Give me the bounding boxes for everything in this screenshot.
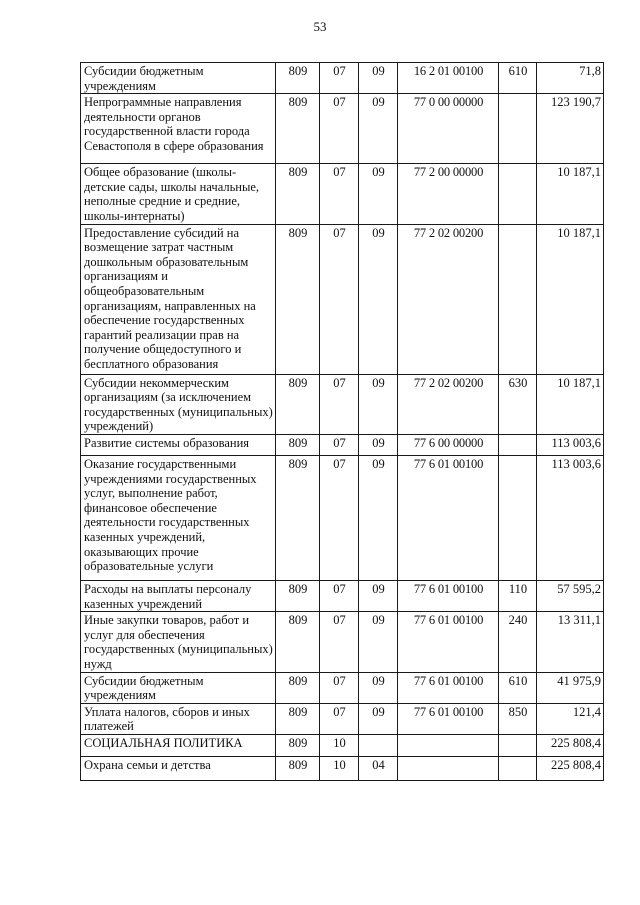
subsection-code-cell: 09 [359, 612, 398, 672]
target-article-cell [398, 756, 499, 780]
ministry-code-cell: 809 [276, 756, 320, 780]
subsection-code-cell: 09 [359, 580, 398, 611]
expense-type-cell: 850 [499, 703, 537, 734]
amount-cell: 71,8 [537, 63, 604, 94]
subsection-code-cell: 09 [359, 672, 398, 703]
subsection-code-cell: 09 [359, 94, 398, 164]
subsection-code-cell: 09 [359, 703, 398, 734]
row-name-cell: Общее образование (школы-детские сады, школы начальные, неполные средние и средние, школы-интернаты) [81, 164, 276, 224]
amount-cell: 10 187,1 [537, 164, 604, 224]
ministry-code-cell: 809 [276, 63, 320, 94]
amount-cell: 10 187,1 [537, 374, 604, 434]
budget-table [80, 62, 604, 781]
row-name-cell: Непрограммные направления деятельности органов государственной власти города Севастополя в сфере образования [81, 94, 276, 164]
section-code-cell: 07 [320, 374, 359, 434]
row-name-cell: Субсидии некоммерческим организациям (за исключением государственных (муниципальных) учреждений) [81, 374, 276, 434]
target-article-cell: 77 6 01 00100 [398, 580, 499, 611]
target-article-cell: 77 0 00 00000 [398, 94, 499, 164]
section-code-cell: 10 [320, 756, 359, 780]
row-name-cell: Иные закупки товаров, работ и услуг для обеспечения государственных (муниципальных) нужд [81, 612, 276, 672]
table-row [81, 374, 604, 434]
ministry-code-cell: 809 [276, 703, 320, 734]
section-code-cell: 07 [320, 63, 359, 94]
target-article-cell: 16 2 01 00100 [398, 63, 499, 94]
ministry-code-cell: 809 [276, 455, 320, 580]
section-code-cell: 07 [320, 164, 359, 224]
row-name-cell: Развитие системы образования [81, 434, 276, 455]
target-article-cell: 77 2 00 00000 [398, 164, 499, 224]
target-article-cell: 77 2 02 00200 [398, 374, 499, 434]
target-article-cell: 77 6 01 00100 [398, 612, 499, 672]
subsection-code-cell: 09 [359, 374, 398, 434]
ministry-code-cell: 809 [276, 580, 320, 611]
section-code-cell: 07 [320, 434, 359, 455]
expense-type-cell [499, 164, 537, 224]
ministry-code-cell: 809 [276, 374, 320, 434]
amount-cell: 13 311,1 [537, 612, 604, 672]
table-row [81, 703, 604, 734]
ministry-code-cell: 809 [276, 94, 320, 164]
amount-cell: 123 190,7 [537, 94, 604, 164]
table-row [81, 756, 604, 780]
section-code-cell: 07 [320, 455, 359, 580]
expense-type-cell [499, 455, 537, 580]
subsection-code-cell [359, 734, 398, 756]
table-row [81, 63, 604, 94]
subsection-code-cell: 09 [359, 164, 398, 224]
table-row [81, 455, 604, 580]
table-row [81, 94, 604, 164]
target-article-cell [398, 734, 499, 756]
expense-type-cell [499, 94, 537, 164]
expense-type-cell: 240 [499, 612, 537, 672]
expense-type-cell: 610 [499, 63, 537, 94]
target-article-cell: 77 6 01 00100 [398, 455, 499, 580]
expense-type-cell [499, 434, 537, 455]
ministry-code-cell: 809 [276, 224, 320, 374]
row-name-cell: Охрана семьи и детства [81, 756, 276, 780]
row-name-cell: Субсидии бюджетным учреждениям [81, 672, 276, 703]
amount-cell: 225 808,4 [537, 734, 604, 756]
expense-type-cell: 110 [499, 580, 537, 611]
table-body [81, 63, 604, 781]
table-row [81, 580, 604, 611]
section-code-cell: 07 [320, 224, 359, 374]
ministry-code-cell: 809 [276, 612, 320, 672]
subsection-code-cell: 09 [359, 63, 398, 94]
subsection-code-cell: 09 [359, 455, 398, 580]
expense-type-cell: 630 [499, 374, 537, 434]
target-article-cell: 77 6 00 00000 [398, 434, 499, 455]
target-article-cell: 77 6 01 00100 [398, 703, 499, 734]
table-row [81, 164, 604, 224]
section-code-cell: 07 [320, 612, 359, 672]
table-row [81, 734, 604, 756]
subsection-code-cell: 09 [359, 224, 398, 374]
row-name-cell: Оказание государственными учреждениями государственных услуг, выполнение работ, финансовое обеспечение деятельности государственных казенных учреждений, оказывающих прочие образовательные услуги [81, 455, 276, 580]
section-code-cell: 07 [320, 580, 359, 611]
amount-cell: 225 808,4 [537, 756, 604, 780]
section-code-cell: 07 [320, 703, 359, 734]
row-name-cell: Расходы на выплаты персоналу казенных учреждений [81, 580, 276, 611]
expense-type-cell [499, 734, 537, 756]
amount-cell: 113 003,6 [537, 455, 604, 580]
ministry-code-cell: 809 [276, 434, 320, 455]
subsection-code-cell: 04 [359, 756, 398, 780]
amount-cell: 10 187,1 [537, 224, 604, 374]
table-row [81, 434, 604, 455]
table-row [81, 612, 604, 672]
row-name-cell: Уплата налогов, сборов и иных платежей [81, 703, 276, 734]
section-code-cell: 07 [320, 672, 359, 703]
section-code-cell: 10 [320, 734, 359, 756]
ministry-code-cell: 809 [276, 164, 320, 224]
section-code-cell: 07 [320, 94, 359, 164]
amount-cell: 121,4 [537, 703, 604, 734]
expense-type-cell [499, 756, 537, 780]
row-name-cell: Предоставление субсидий на возмещение затрат частным дошкольным образовательным организациям и общеобразовательным организациям, направленных на обеспечение государственных гарантий реализации прав на получение общедоступного и бесплатного образования [81, 224, 276, 374]
row-name-cell: СОЦИАЛЬНАЯ ПОЛИТИКА [81, 734, 276, 756]
subsection-code-cell: 09 [359, 434, 398, 455]
amount-cell: 57 595,2 [537, 580, 604, 611]
page-number: 53 [313, 19, 327, 34]
amount-cell: 41 975,9 [537, 672, 604, 703]
target-article-cell: 77 6 01 00100 [398, 672, 499, 703]
expense-type-cell [499, 224, 537, 374]
table-row [81, 672, 604, 703]
expense-type-cell: 610 [499, 672, 537, 703]
row-name-cell: Субсидии бюджетным учреждениям [81, 63, 276, 94]
table-row [81, 224, 604, 374]
target-article-cell: 77 2 02 00200 [398, 224, 499, 374]
ministry-code-cell: 809 [276, 672, 320, 703]
ministry-code-cell: 809 [276, 734, 320, 756]
amount-cell: 113 003,6 [537, 434, 604, 455]
